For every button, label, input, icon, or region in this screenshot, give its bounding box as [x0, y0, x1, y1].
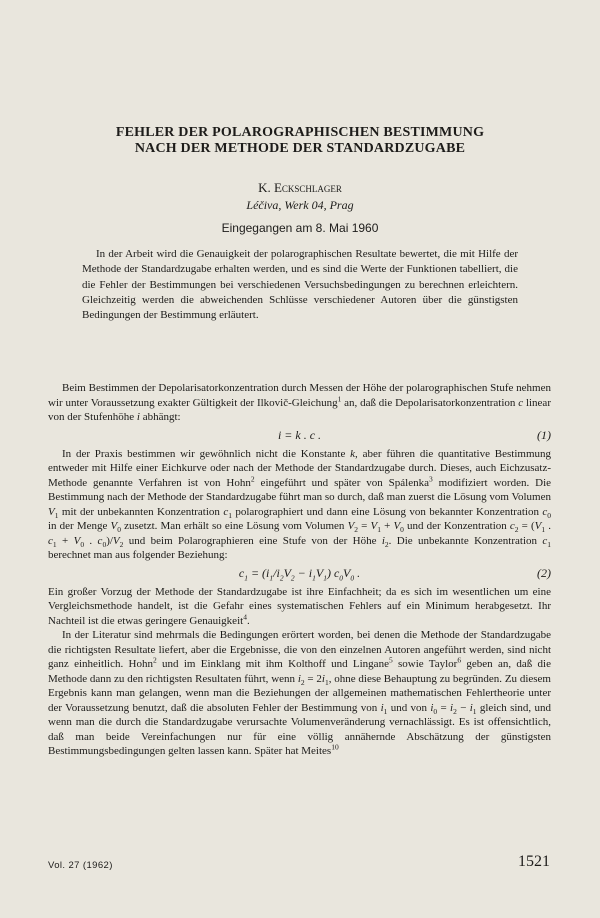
abstract-text: In der Arbeit wird die Genauigkeit der polarographischen Resultate bewertet, die mit Hilfe der Methode der Standardzugabe erhalten werden, und es sind die Werte der Funktionen tabelliert, die die Fehler der Bestimmungen bei verschiedenen Versuchsbedingungen zu berechnen erleichtern. Gleichzeitig werden die abweichenden Schlüsse verschiedener Autoren über die günstigsten Bedingungen der Bestimmung erläutert.	[82, 248, 518, 322]
equation-2-expression: $c_1 = (i_1/i_2V_2 - i_1V_1)$ $c_0V_0$ .	[238, 565, 361, 582]
paragraph-3: Ein großer Vorzug der Methode der Standardzugabe ist ihre Einfachheit; da es sich im wesentlichen um eine Vergleichsmethode handelt, ist die Gefahr eines systematischen Fehlers auf ein Minimum herabgesetzt. Ihr Nachteil ist die etwas geringere Genauigkeit$^4$.	[48, 585, 551, 627]
equation-2	[48, 564, 551, 584]
article-body	[48, 381, 551, 759]
title-line-1: FEHLER DER POLAROGRAPHISCHEN BESTIMMUNG	[115, 125, 485, 140]
author-name	[0, 180, 600, 196]
equation-1-expression: i = k . c .	[277, 427, 322, 442]
journal-volume: Vol. 27 (1962)	[48, 860, 113, 871]
page-number: 1521	[518, 853, 550, 870]
equation-2-number: (2)	[537, 565, 551, 580]
equation-1-number: (1)	[537, 427, 551, 442]
paragraph-1: Beim Bestimmen der Depolarisatorkonzentration durch Messen der Höhe der polarographischen Stufe nehmen wir unter Voraussetzung exakter Gültigkeit der Ilkovič-Gleichung$^1$ an, daß die Depolarisatorkonzentration c linear von der Stufenhöhe i abhängt:	[48, 382, 551, 423]
equation-1	[48, 426, 551, 446]
abstract	[82, 247, 518, 323]
title-line-2: NACH DER METHODE DER STANDARDZUGABE	[134, 141, 466, 156]
paragraph-2: In der Praxis bestimmen wir gewöhnlich nicht die Konstante k, aber führen die quantitative Bestimmung entweder mit Hilfe einer Eichkurve oder nach der Methode der Standardzugabe durch. Dieses, auch Eichzusatz-Methode genannte Verfahren ist von Hohn$^2$ eingeführt und später von Spálenka$^3$ modifiziert worden. Die Bestimmung nach der Methode der Standardzugabe führt man so durch, daß man zuerst die Lösung vom Volumen $V_1$ mit der unbekannten Konzentration $c_1$ polarographiert und dann eine Lösung von bekannter Konzentration $c_0$ in der Menge $V_0$ zusetzt. Man erhält so eine Lösung vom Volumen $V_2 = V_1 + V_0$ und der Konzentration $c_2 = (V_1$ . $c_1 + V_0$ . $c_0)/V_2$ und beim Polarographieren eine Stufe von der Höhe $i_2$. Die unbekannte Konzentration $c_1$ berechnet man aus folgender Beziehung:	[48, 447, 552, 561]
article-title	[60, 125, 540, 157]
received-date: Eingegangen am 8. Mai 1960	[221, 221, 379, 235]
author-surname: Eckschlager	[273, 180, 342, 195]
author-initial: K.	[258, 180, 274, 195]
author-affiliation: Léčiva, Werk 04, Prag	[246, 198, 354, 212]
paragraph-4: In der Literatur sind mehrmals die Bedingungen erörtert worden, bei denen die Methode der Standardzugabe die richtigsten Resultate liefert, aber die Ergebnisse, die von den einzelnen Autoren angeführt werden, sind nicht ganz einheitlich. Hohn$^2$ und im Einklang mit ihm Kolthoff und Lingane$^5$ sowie Taylor$^6$ geben an, daß die Methode dann zu den richtigsten Resultaten führt, wenn $i_2 = 2i_1$, ohne diese Behauptung zu begründen. Zu diesem Ergebnis kann man gelangen, wenn man die Beziehungen der allgemeinen mathematischen Fehlertheorie unter der Voraussetzung benutzt, daß die absoluten Fehler der Bestimmung von $i_1$ und von $i_0 = i_2 - i_1$ gleich sind, und wenn man die durch die Standardzugabe verursachte Volumenveränderung vernachlässigt. Es ist offensichtlich, daß man beide Vereinfachungen nur für eine völlig annähernde Abschätzung der günstigsten Bestimmungsbedingungen gelten lassen kann. Später hat Meites$^{10}$	[48, 629, 551, 757]
